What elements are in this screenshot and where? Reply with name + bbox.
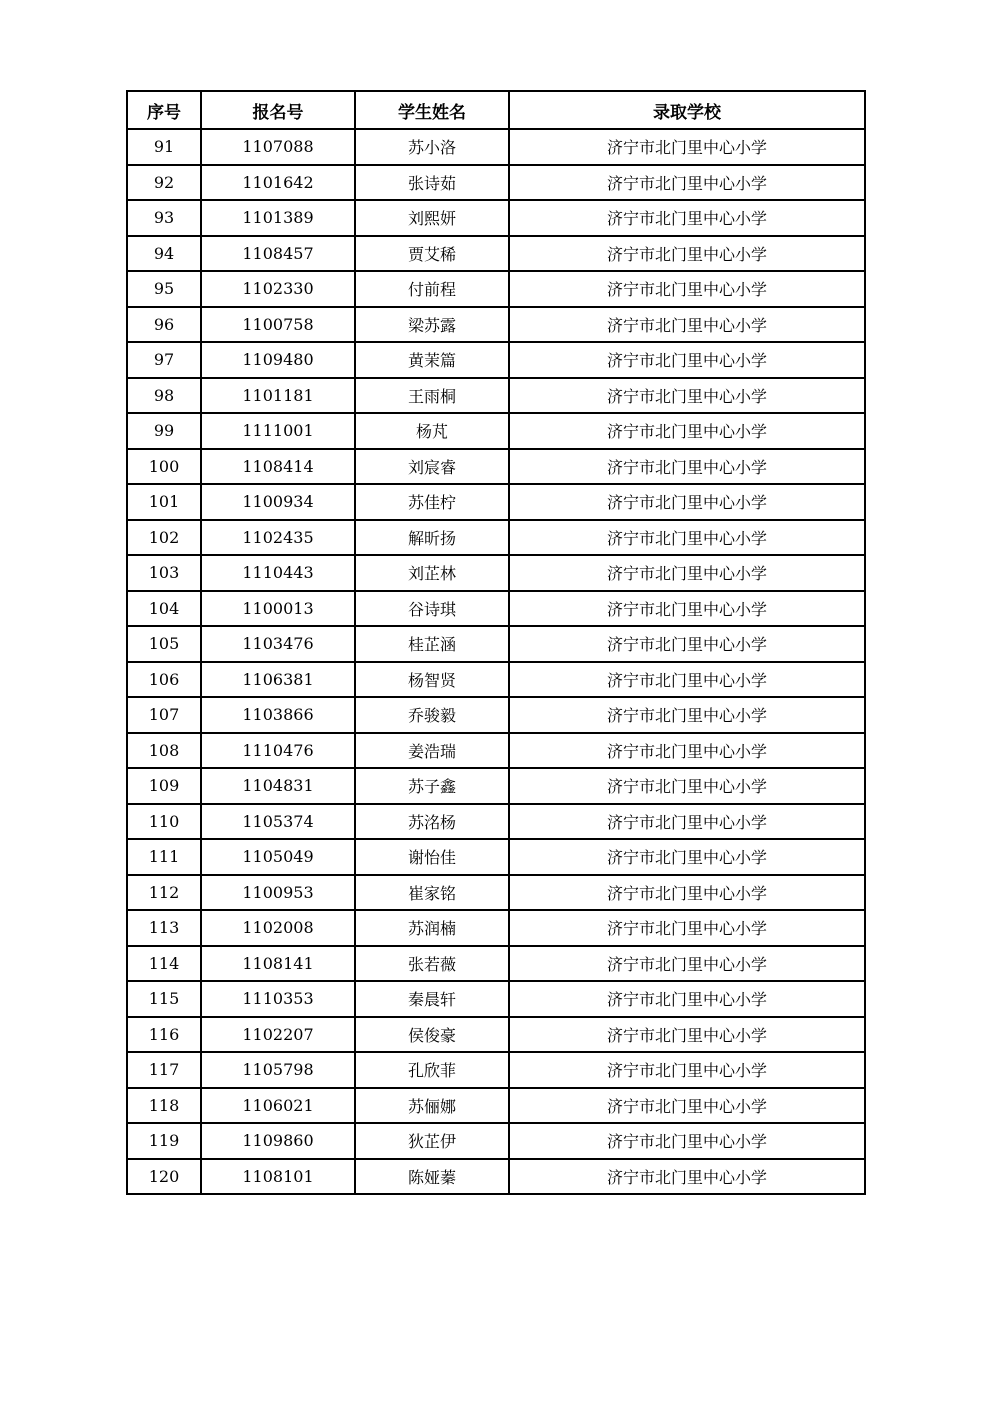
table-row <box>127 165 865 201</box>
cell-serial-number: 105 <box>127 626 201 662</box>
cell-registration-number: 1110443 <box>201 555 355 591</box>
cell-student-name: 杨芃 <box>355 413 509 449</box>
cell-student-name: 张若薇 <box>355 946 509 982</box>
table-row <box>127 1017 865 1053</box>
cell-student-name: 谢怡佳 <box>355 839 509 875</box>
cell-admitted-school: 济宁市北门里中心小学 <box>509 662 865 698</box>
table-row <box>127 484 865 520</box>
table-row <box>127 662 865 698</box>
table-row <box>127 697 865 733</box>
cell-admitted-school: 济宁市北门里中心小学 <box>509 1017 865 1053</box>
cell-registration-number: 1109860 <box>201 1123 355 1159</box>
cell-student-name: 秦晨轩 <box>355 981 509 1017</box>
table-row <box>127 449 865 485</box>
cell-registration-number: 1105798 <box>201 1052 355 1088</box>
cell-student-name: 梁苏露 <box>355 307 509 343</box>
cell-serial-number: 100 <box>127 449 201 485</box>
cell-student-name: 侯俊豪 <box>355 1017 509 1053</box>
cell-admitted-school: 济宁市北门里中心小学 <box>509 768 865 804</box>
table-row <box>127 839 865 875</box>
cell-student-name: 狄芷伊 <box>355 1123 509 1159</box>
cell-student-name: 姜浩瑞 <box>355 733 509 769</box>
cell-registration-number: 1103476 <box>201 626 355 662</box>
cell-registration-number: 1110353 <box>201 981 355 1017</box>
cell-serial-number: 103 <box>127 555 201 591</box>
cell-student-name: 苏小洛 <box>355 129 509 165</box>
cell-registration-number: 1102435 <box>201 520 355 556</box>
cell-student-name: 苏俪娜 <box>355 1088 509 1124</box>
cell-admitted-school: 济宁市北门里中心小学 <box>509 236 865 272</box>
cell-serial-number: 98 <box>127 378 201 414</box>
header-student-name: 学生姓名 <box>355 91 509 129</box>
cell-registration-number: 1100934 <box>201 484 355 520</box>
cell-registration-number: 1109480 <box>201 342 355 378</box>
cell-registration-number: 1101389 <box>201 200 355 236</box>
cell-admitted-school: 济宁市北门里中心小学 <box>509 946 865 982</box>
table-row <box>127 236 865 272</box>
admission-table <box>126 90 866 1195</box>
cell-registration-number: 1100013 <box>201 591 355 627</box>
cell-student-name: 解昕扬 <box>355 520 509 556</box>
cell-admitted-school: 济宁市北门里中心小学 <box>509 200 865 236</box>
table-row <box>127 804 865 840</box>
cell-registration-number: 1100953 <box>201 875 355 911</box>
cell-registration-number: 1103866 <box>201 697 355 733</box>
cell-registration-number: 1100758 <box>201 307 355 343</box>
cell-admitted-school: 济宁市北门里中心小学 <box>509 804 865 840</box>
cell-serial-number: 118 <box>127 1088 201 1124</box>
cell-student-name: 桂芷涵 <box>355 626 509 662</box>
cell-serial-number: 93 <box>127 200 201 236</box>
cell-student-name: 苏润楠 <box>355 910 509 946</box>
cell-registration-number: 1102330 <box>201 271 355 307</box>
cell-student-name: 黄茉篇 <box>355 342 509 378</box>
cell-student-name: 谷诗琪 <box>355 591 509 627</box>
cell-admitted-school: 济宁市北门里中心小学 <box>509 520 865 556</box>
cell-registration-number: 1108414 <box>201 449 355 485</box>
cell-student-name: 王雨桐 <box>355 378 509 414</box>
cell-admitted-school: 济宁市北门里中心小学 <box>509 910 865 946</box>
table-row <box>127 768 865 804</box>
header-admitted-school: 录取学校 <box>509 91 865 129</box>
table-row <box>127 910 865 946</box>
table-row <box>127 946 865 982</box>
cell-serial-number: 99 <box>127 413 201 449</box>
cell-student-name: 刘熙妍 <box>355 200 509 236</box>
cell-registration-number: 1102008 <box>201 910 355 946</box>
cell-serial-number: 110 <box>127 804 201 840</box>
cell-serial-number: 107 <box>127 697 201 733</box>
cell-serial-number: 92 <box>127 165 201 201</box>
cell-student-name: 崔家铭 <box>355 875 509 911</box>
cell-admitted-school: 济宁市北门里中心小学 <box>509 981 865 1017</box>
cell-serial-number: 96 <box>127 307 201 343</box>
cell-serial-number: 91 <box>127 129 201 165</box>
cell-admitted-school: 济宁市北门里中心小学 <box>509 591 865 627</box>
cell-serial-number: 112 <box>127 875 201 911</box>
cell-registration-number: 1106021 <box>201 1088 355 1124</box>
table-row <box>127 1088 865 1124</box>
cell-student-name: 刘宸睿 <box>355 449 509 485</box>
cell-admitted-school: 济宁市北门里中心小学 <box>509 555 865 591</box>
table-row <box>127 733 865 769</box>
cell-registration-number: 1107088 <box>201 129 355 165</box>
cell-student-name: 苏佳柠 <box>355 484 509 520</box>
table-row <box>127 520 865 556</box>
table-body <box>127 129 865 1194</box>
cell-student-name: 乔骏毅 <box>355 697 509 733</box>
cell-serial-number: 117 <box>127 1052 201 1088</box>
cell-student-name: 孔欣菲 <box>355 1052 509 1088</box>
cell-student-name: 苏洺杨 <box>355 804 509 840</box>
cell-registration-number: 1105374 <box>201 804 355 840</box>
cell-admitted-school: 济宁市北门里中心小学 <box>509 697 865 733</box>
cell-registration-number: 1111001 <box>201 413 355 449</box>
cell-admitted-school: 济宁市北门里中心小学 <box>509 733 865 769</box>
cell-admitted-school: 济宁市北门里中心小学 <box>509 307 865 343</box>
cell-serial-number: 120 <box>127 1159 201 1195</box>
cell-admitted-school: 济宁市北门里中心小学 <box>509 1123 865 1159</box>
table-row <box>127 875 865 911</box>
table-row <box>127 1052 865 1088</box>
cell-admitted-school: 济宁市北门里中心小学 <box>509 271 865 307</box>
table-row <box>127 1159 865 1195</box>
cell-registration-number: 1108141 <box>201 946 355 982</box>
cell-admitted-school: 济宁市北门里中心小学 <box>509 1159 865 1195</box>
cell-registration-number: 1106381 <box>201 662 355 698</box>
cell-registration-number: 1101642 <box>201 165 355 201</box>
cell-registration-number: 1110476 <box>201 733 355 769</box>
cell-admitted-school: 济宁市北门里中心小学 <box>509 378 865 414</box>
cell-serial-number: 94 <box>127 236 201 272</box>
cell-student-name: 刘芷林 <box>355 555 509 591</box>
table-row <box>127 200 865 236</box>
table-header-row <box>127 91 865 129</box>
table-row <box>127 378 865 414</box>
cell-serial-number: 101 <box>127 484 201 520</box>
cell-serial-number: 119 <box>127 1123 201 1159</box>
cell-serial-number: 113 <box>127 910 201 946</box>
cell-serial-number: 114 <box>127 946 201 982</box>
cell-serial-number: 102 <box>127 520 201 556</box>
header-registration-number: 报名号 <box>201 91 355 129</box>
table-row <box>127 413 865 449</box>
cell-serial-number: 106 <box>127 662 201 698</box>
cell-serial-number: 104 <box>127 591 201 627</box>
cell-student-name: 张诗茹 <box>355 165 509 201</box>
cell-admitted-school: 济宁市北门里中心小学 <box>509 839 865 875</box>
cell-serial-number: 95 <box>127 271 201 307</box>
cell-admitted-school: 济宁市北门里中心小学 <box>509 875 865 911</box>
cell-student-name: 贾艾稀 <box>355 236 509 272</box>
cell-admitted-school: 济宁市北门里中心小学 <box>509 1052 865 1088</box>
table-row <box>127 626 865 662</box>
table-row <box>127 555 865 591</box>
table-row <box>127 307 865 343</box>
table-row <box>127 1123 865 1159</box>
cell-serial-number: 97 <box>127 342 201 378</box>
cell-admitted-school: 济宁市北门里中心小学 <box>509 342 865 378</box>
cell-serial-number: 111 <box>127 839 201 875</box>
cell-admitted-school: 济宁市北门里中心小学 <box>509 413 865 449</box>
cell-serial-number: 116 <box>127 1017 201 1053</box>
table-row <box>127 591 865 627</box>
cell-registration-number: 1108101 <box>201 1159 355 1195</box>
cell-registration-number: 1104831 <box>201 768 355 804</box>
cell-student-name: 杨智贤 <box>355 662 509 698</box>
cell-registration-number: 1102207 <box>201 1017 355 1053</box>
cell-registration-number: 1108457 <box>201 236 355 272</box>
cell-student-name: 陈娅蓁 <box>355 1159 509 1195</box>
cell-admitted-school: 济宁市北门里中心小学 <box>509 484 865 520</box>
table-row <box>127 129 865 165</box>
cell-registration-number: 1105049 <box>201 839 355 875</box>
cell-admitted-school: 济宁市北门里中心小学 <box>509 449 865 485</box>
cell-admitted-school: 济宁市北门里中心小学 <box>509 129 865 165</box>
cell-serial-number: 108 <box>127 733 201 769</box>
cell-student-name: 苏子鑫 <box>355 768 509 804</box>
cell-serial-number: 109 <box>127 768 201 804</box>
header-serial-number: 序号 <box>127 91 201 129</box>
table-row <box>127 342 865 378</box>
table-row <box>127 981 865 1017</box>
cell-admitted-school: 济宁市北门里中心小学 <box>509 626 865 662</box>
table-row <box>127 271 865 307</box>
cell-registration-number: 1101181 <box>201 378 355 414</box>
cell-admitted-school: 济宁市北门里中心小学 <box>509 165 865 201</box>
cell-admitted-school: 济宁市北门里中心小学 <box>509 1088 865 1124</box>
cell-student-name: 付前程 <box>355 271 509 307</box>
cell-serial-number: 115 <box>127 981 201 1017</box>
